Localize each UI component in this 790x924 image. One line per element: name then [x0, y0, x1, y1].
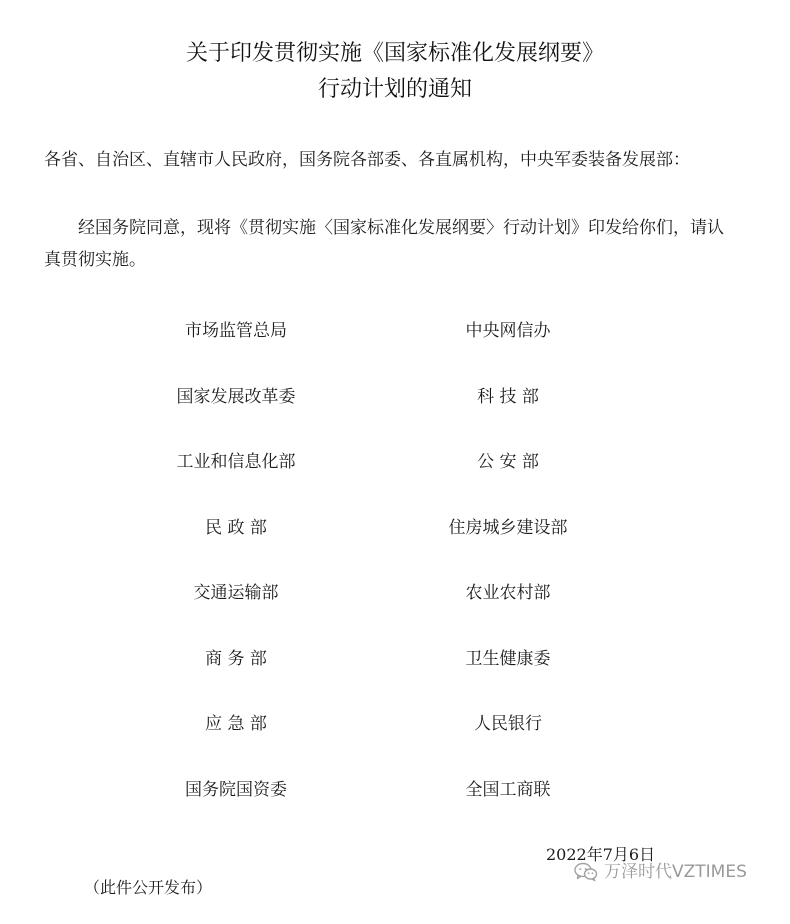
department-name: 国家发展改革委	[176, 386, 296, 407]
department-row	[0, 575, 790, 641]
department-name: 科 技 部	[477, 386, 539, 407]
wechat-icon	[574, 862, 598, 882]
department-name: 住房城乡建设部	[448, 517, 568, 538]
publication-note: （此件公开发布）	[84, 878, 213, 897]
department-name: 市场监管总局	[185, 321, 287, 341]
department-list	[0, 313, 790, 837]
department-name: 卫生健康委	[465, 648, 551, 669]
department-name: 交通运输部	[193, 583, 279, 603]
department-name: 人民银行	[474, 714, 542, 734]
department-name: 工业和信息化部	[176, 452, 296, 472]
body-paragraph: 经国务院同意，现将《贯彻实施〈国家标准化发展纲要〉行动计划》印发给你们，请认真贯彻实施。	[44, 218, 724, 270]
department-name: 应 急 部	[205, 714, 267, 734]
department-name: 国务院国资委	[185, 779, 287, 800]
department-name: 公 安 部	[477, 452, 539, 472]
watermark	[574, 860, 747, 884]
addressee-paragraph: 各省、自治区、直辖市人民政府，国务院各部委、各直属机构，中央军委装备发展部：	[44, 150, 690, 170]
department-name: 商 务 部	[205, 648, 267, 669]
department-row	[0, 706, 790, 772]
department-name: 中央网信办	[465, 321, 551, 341]
department-row	[0, 444, 790, 510]
department-row	[0, 313, 790, 379]
watermark-text: 万泽时代VZTIMES	[604, 862, 747, 882]
department-row	[0, 772, 790, 838]
issue-date: 2022年7月6日	[546, 845, 656, 864]
department-row	[0, 379, 790, 445]
department-name: 农业农村部	[465, 583, 551, 603]
document-title-line-2: 行动计划的通知	[317, 77, 472, 102]
department-row	[0, 510, 790, 576]
document-title-line-1: 关于印发贯彻实施《国家标准化发展纲要》	[185, 41, 604, 66]
department-row	[0, 641, 790, 707]
department-name: 民 政 部	[205, 517, 267, 538]
department-name: 全国工商联	[465, 779, 551, 800]
